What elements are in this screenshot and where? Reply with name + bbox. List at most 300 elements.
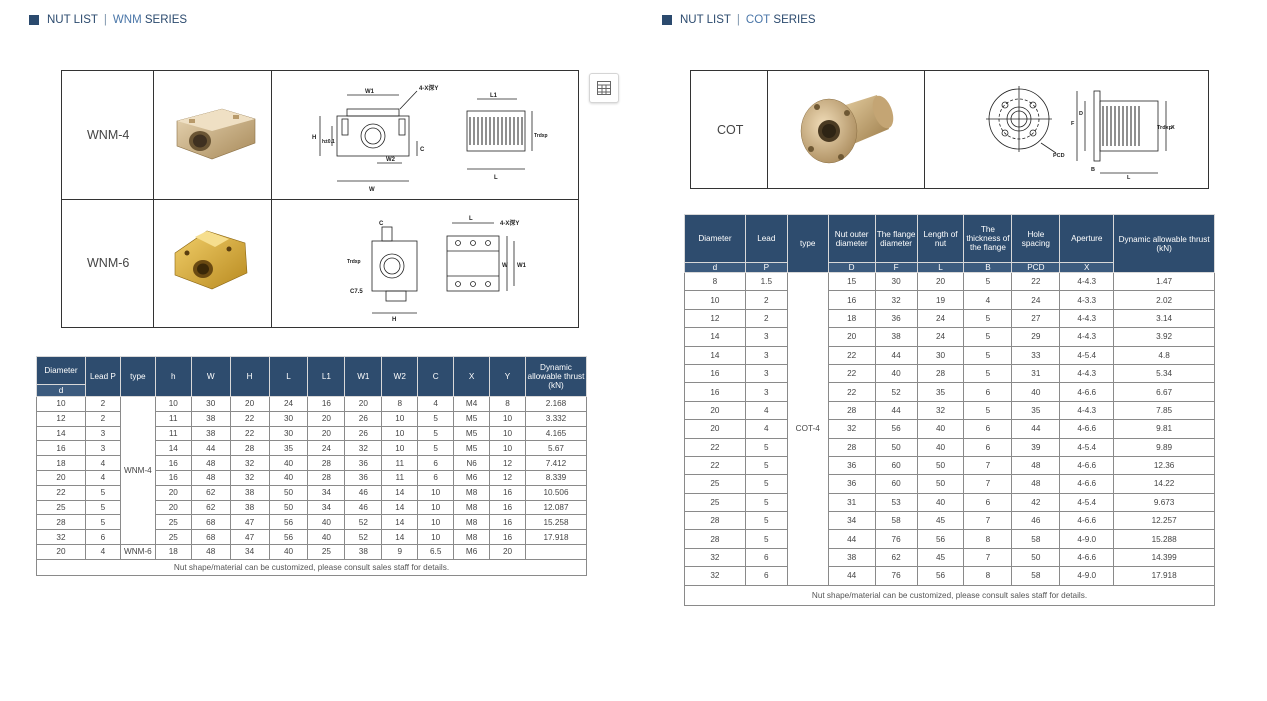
table-cell: 5 bbox=[85, 485, 120, 500]
table-cell: 10 bbox=[382, 426, 418, 441]
table-cell: 2 bbox=[85, 411, 120, 426]
table-cell: 39 bbox=[1012, 438, 1060, 456]
table-cell: 6 bbox=[745, 567, 787, 585]
table-cell: 4 bbox=[964, 291, 1012, 309]
table-cell: 31 bbox=[1012, 364, 1060, 382]
table-row bbox=[37, 530, 587, 545]
table-cell: 25 bbox=[685, 475, 746, 493]
table-cell: 11 bbox=[155, 426, 191, 441]
table-cell: 12.257 bbox=[1114, 512, 1215, 530]
table-cell: 56 bbox=[917, 530, 964, 548]
table-cell: 30 bbox=[875, 273, 917, 291]
table-cell: WNM-6 bbox=[120, 544, 155, 559]
table-cell: 46 bbox=[345, 500, 382, 515]
wnm6-model-label: WNM-6 bbox=[87, 256, 130, 270]
cot-th-p: P bbox=[745, 263, 787, 273]
wnm6-w1-label: W1 bbox=[517, 263, 526, 269]
table-cell: M4 bbox=[454, 397, 490, 412]
table-cell: 22 bbox=[1012, 273, 1060, 291]
right-series-header bbox=[662, 14, 816, 26]
wnm4-w-label: W bbox=[369, 187, 375, 193]
table-row bbox=[685, 438, 1215, 456]
table-cell: 25 bbox=[155, 530, 191, 545]
table-cell: 2 bbox=[85, 397, 120, 412]
table-cell: 32 bbox=[875, 291, 917, 309]
header-separator: | bbox=[103, 14, 107, 26]
table-cell: 3 bbox=[745, 346, 787, 364]
table-cell: 36 bbox=[345, 456, 382, 471]
table-cell: 10 bbox=[418, 515, 454, 530]
table-cell: 20 bbox=[155, 500, 191, 515]
table-cell: 62 bbox=[191, 500, 230, 515]
table-cell: 6 bbox=[964, 420, 1012, 438]
table-cell: 18 bbox=[37, 456, 86, 471]
table-cell: 25 bbox=[37, 500, 86, 515]
table-cell: 14 bbox=[685, 346, 746, 364]
table-cell: 20 bbox=[917, 273, 964, 291]
table-cell: 34 bbox=[308, 485, 345, 500]
cot-l-label: L bbox=[1127, 175, 1131, 181]
table-cell: 5 bbox=[964, 364, 1012, 382]
table-cell: 4 bbox=[85, 456, 120, 471]
table-cell: 3 bbox=[745, 328, 787, 346]
table-cell: 38 bbox=[875, 328, 917, 346]
table-cell: 11 bbox=[382, 470, 418, 485]
table-cell: 56 bbox=[917, 567, 964, 585]
header-series-word: SERIES bbox=[773, 14, 816, 26]
table-row bbox=[37, 441, 587, 456]
table-cell: 4-4.3 bbox=[1060, 328, 1114, 346]
table-cell: 9.89 bbox=[1114, 438, 1215, 456]
table-cell: 4.8 bbox=[1114, 346, 1215, 364]
table-cell: M6 bbox=[454, 470, 490, 485]
table-row bbox=[37, 485, 587, 500]
table-cell: 14 bbox=[685, 328, 746, 346]
wnm-th-d: d bbox=[37, 385, 86, 397]
table-cell: 60 bbox=[875, 475, 917, 493]
table-cell: 9 bbox=[382, 544, 418, 559]
wnm4-w1-label: W1 bbox=[365, 89, 374, 95]
table-cell: 30 bbox=[917, 346, 964, 364]
table-cell: 58 bbox=[1012, 567, 1060, 585]
wnm6-c-label: C bbox=[379, 221, 384, 227]
cot-th-D: D bbox=[828, 263, 875, 273]
table-cell: 4-4.3 bbox=[1060, 273, 1114, 291]
cot-th-X: X bbox=[1060, 263, 1114, 273]
table-cell: 36 bbox=[875, 309, 917, 327]
table-cell: 38 bbox=[191, 426, 230, 441]
table-cell: 10.506 bbox=[525, 485, 586, 500]
table-cell: 38 bbox=[828, 548, 875, 566]
table-cell: 32 bbox=[685, 548, 746, 566]
table-row bbox=[685, 328, 1215, 346]
table-cell: 4-3.3 bbox=[1060, 291, 1114, 309]
table-cell: 24 bbox=[1012, 291, 1060, 309]
table-cell: 7 bbox=[964, 475, 1012, 493]
table-extract-icon bbox=[596, 80, 612, 96]
table-cell: 16 bbox=[490, 500, 526, 515]
table-cell: 14.22 bbox=[1114, 475, 1215, 493]
table-cell: 9.673 bbox=[1114, 493, 1215, 511]
table-cell: 7.412 bbox=[525, 456, 586, 471]
wnm4-technical-drawing bbox=[292, 81, 577, 193]
header-square-icon bbox=[29, 15, 39, 25]
table-cell: 16 bbox=[490, 485, 526, 500]
table-cell: 53 bbox=[875, 493, 917, 511]
table-cell: 58 bbox=[1012, 530, 1060, 548]
table-cell: 52 bbox=[345, 530, 382, 545]
table-cell: 29 bbox=[1012, 328, 1060, 346]
table-cell: 6 bbox=[964, 383, 1012, 401]
table-cell: 22 bbox=[685, 456, 746, 474]
table-cell: 3 bbox=[745, 364, 787, 382]
header-series-name: WNM bbox=[112, 14, 142, 26]
table-cell: 40 bbox=[269, 470, 308, 485]
wnm6-h-label: H bbox=[392, 317, 397, 323]
cot-th-lead: Lead bbox=[745, 215, 787, 263]
table-cell: 6 bbox=[745, 548, 787, 566]
table-cell: 47 bbox=[230, 515, 269, 530]
table-cell: 48 bbox=[191, 456, 230, 471]
table-cell: 16 bbox=[490, 530, 526, 545]
table-cell: 62 bbox=[191, 485, 230, 500]
table-cell: 11 bbox=[155, 411, 191, 426]
table-cell: 6 bbox=[418, 470, 454, 485]
table-cell: 10 bbox=[490, 426, 526, 441]
table-cell: 5 bbox=[745, 456, 787, 474]
table-row bbox=[37, 515, 587, 530]
table-cell: 5 bbox=[745, 438, 787, 456]
table-cell: 10 bbox=[490, 411, 526, 426]
table-cell: 3 bbox=[85, 426, 120, 441]
table-cell: 20 bbox=[155, 485, 191, 500]
table-row bbox=[685, 512, 1215, 530]
table-cell: 34 bbox=[230, 544, 269, 559]
wnm4-nut-photo bbox=[167, 101, 259, 169]
table-row bbox=[685, 309, 1215, 327]
table-cell: 16 bbox=[155, 470, 191, 485]
table-cell: 8 bbox=[964, 530, 1012, 548]
table-cell: 4.165 bbox=[525, 426, 586, 441]
table-row bbox=[685, 475, 1215, 493]
table-cell: 46 bbox=[345, 485, 382, 500]
table-cell: 10 bbox=[382, 441, 418, 456]
table-cell: 44 bbox=[875, 401, 917, 419]
table-cell: 25 bbox=[155, 515, 191, 530]
table-cell: 10 bbox=[418, 530, 454, 545]
wnm-type-group-cell: WNM-4 bbox=[120, 397, 155, 545]
cot-th-flange-dia: The flange diameter bbox=[875, 215, 917, 263]
table-cell: 16 bbox=[828, 291, 875, 309]
left-series-header bbox=[29, 14, 187, 26]
table-cell: 24 bbox=[917, 328, 964, 346]
wnm6-l-label: L bbox=[469, 216, 473, 222]
table-cell: 10 bbox=[37, 397, 86, 412]
table-row bbox=[37, 544, 587, 559]
table-cell: M8 bbox=[454, 485, 490, 500]
table-extract-button[interactable] bbox=[589, 73, 619, 103]
table-cell: 2.02 bbox=[1114, 291, 1215, 309]
table-row bbox=[685, 273, 1215, 291]
table-cell: 20 bbox=[308, 411, 345, 426]
table-cell: 18 bbox=[828, 309, 875, 327]
table-cell: 3 bbox=[745, 383, 787, 401]
table-cell: 12 bbox=[37, 411, 86, 426]
table-cell: 28 bbox=[685, 512, 746, 530]
table-cell: 36 bbox=[345, 470, 382, 485]
table-cell: 45 bbox=[917, 548, 964, 566]
wnm4-l1-label: L1 bbox=[490, 93, 498, 99]
table-row bbox=[37, 456, 587, 471]
table-cell: 5 bbox=[745, 512, 787, 530]
header-prefix: NUT LIST bbox=[680, 14, 731, 26]
cot-f-label: F bbox=[1071, 121, 1075, 127]
table-cell: 4-6.6 bbox=[1060, 383, 1114, 401]
table-cell: 5 bbox=[745, 530, 787, 548]
wnm4-l-label: L bbox=[494, 175, 498, 181]
table-cell: 10 bbox=[382, 411, 418, 426]
table-row bbox=[37, 397, 587, 412]
cot-th-thrust: Dynamic allowable thrust (kN) bbox=[1114, 215, 1215, 273]
cot-th-type: type bbox=[787, 215, 828, 273]
table-cell: 56 bbox=[269, 530, 308, 545]
table-row bbox=[685, 456, 1215, 474]
wnm4-h-label: H bbox=[312, 135, 317, 141]
cot-th-diameter: Diameter bbox=[685, 215, 746, 263]
table-cell: 15 bbox=[828, 273, 875, 291]
table-cell: 76 bbox=[875, 567, 917, 585]
table-cell: 20 bbox=[685, 420, 746, 438]
table-cell: 32 bbox=[917, 401, 964, 419]
table-cell: 3.92 bbox=[1114, 328, 1215, 346]
wnm-th-x: X bbox=[454, 357, 490, 397]
table-cell: 22 bbox=[37, 485, 86, 500]
table-cell: 35 bbox=[1012, 401, 1060, 419]
table-cell: 5 bbox=[964, 328, 1012, 346]
table-cell: 45 bbox=[917, 512, 964, 530]
table-cell: 48 bbox=[1012, 475, 1060, 493]
table-cell: 20 bbox=[37, 470, 86, 485]
wnm6-w-label: W bbox=[502, 263, 508, 269]
table-cell bbox=[525, 544, 586, 559]
table-cell: 40 bbox=[1012, 383, 1060, 401]
table-row bbox=[685, 401, 1215, 419]
table-cell: 26 bbox=[345, 411, 382, 426]
table-cell: 50 bbox=[917, 456, 964, 474]
table-cell: 14 bbox=[382, 515, 418, 530]
table-cell: 4-6.6 bbox=[1060, 512, 1114, 530]
table-cell: 28 bbox=[308, 470, 345, 485]
wnm-th-l1: L1 bbox=[308, 357, 345, 397]
wnm6-technical-drawing bbox=[342, 211, 557, 323]
table-cell: 32 bbox=[685, 567, 746, 585]
table-cell: 5.34 bbox=[1114, 364, 1215, 382]
table-cell: 9.81 bbox=[1114, 420, 1215, 438]
table-cell: 32 bbox=[37, 530, 86, 545]
wnm-th-type: type bbox=[120, 357, 155, 397]
table-cell: 10 bbox=[418, 485, 454, 500]
table-cell: 26 bbox=[345, 426, 382, 441]
table-cell: 7 bbox=[964, 512, 1012, 530]
table-cell: 5 bbox=[85, 500, 120, 515]
table-cell: 14 bbox=[382, 500, 418, 515]
table-cell: 19 bbox=[917, 291, 964, 309]
table-cell: 6 bbox=[85, 530, 120, 545]
table-cell: 34 bbox=[308, 500, 345, 515]
table-cell: 28 bbox=[828, 438, 875, 456]
table-cell: 12.087 bbox=[525, 500, 586, 515]
table-cell: 25 bbox=[308, 544, 345, 559]
table-cell: 33 bbox=[1012, 346, 1060, 364]
wnm-th-lead: Lead P bbox=[85, 357, 120, 397]
table-cell: 22 bbox=[828, 364, 875, 382]
table-cell: 12 bbox=[490, 456, 526, 471]
cot-trdxp-label: Trdxp bbox=[1157, 125, 1172, 131]
table-cell: 8.339 bbox=[525, 470, 586, 485]
table-cell: 56 bbox=[269, 515, 308, 530]
table-cell: 4-4.3 bbox=[1060, 364, 1114, 382]
table-cell: 20 bbox=[37, 544, 86, 559]
table-cell: 11 bbox=[382, 456, 418, 471]
wnm-table-note: Nut shape/material can be customized, please consult sales staff for details. bbox=[37, 559, 587, 575]
header-series-name: COT bbox=[745, 14, 771, 26]
wnm-col-divider-2 bbox=[271, 71, 272, 327]
table-cell: 8 bbox=[382, 397, 418, 412]
table-cell: 60 bbox=[875, 456, 917, 474]
table-cell: 28 bbox=[917, 364, 964, 382]
table-cell: 4 bbox=[85, 544, 120, 559]
table-cell: 40 bbox=[917, 438, 964, 456]
cot-model-label: COT bbox=[717, 123, 744, 137]
table-cell: 17.918 bbox=[525, 530, 586, 545]
table-cell: 16 bbox=[37, 441, 86, 456]
table-cell: 31 bbox=[828, 493, 875, 511]
table-cell: 50 bbox=[269, 500, 308, 515]
table-cell: 76 bbox=[875, 530, 917, 548]
table-cell: 22 bbox=[828, 346, 875, 364]
cot-b-label: B bbox=[1091, 167, 1095, 173]
wnm-th-c: C bbox=[418, 357, 454, 397]
table-cell: 7 bbox=[964, 456, 1012, 474]
table-cell: 17.918 bbox=[1114, 567, 1215, 585]
table-row bbox=[37, 470, 587, 485]
table-cell: 5 bbox=[745, 475, 787, 493]
table-cell: 30 bbox=[269, 411, 308, 426]
wnm-product-box bbox=[61, 70, 579, 328]
table-cell: 5 bbox=[418, 441, 454, 456]
table-cell: 38 bbox=[230, 485, 269, 500]
table-cell: 8 bbox=[490, 397, 526, 412]
table-cell: 32 bbox=[230, 470, 269, 485]
wnm-th-w: W bbox=[191, 357, 230, 397]
table-cell: 20 bbox=[685, 401, 746, 419]
table-cell: 40 bbox=[308, 530, 345, 545]
table-row bbox=[685, 383, 1215, 401]
table-cell: 7.85 bbox=[1114, 401, 1215, 419]
table-cell: 50 bbox=[917, 475, 964, 493]
wnm4-model-label: WNM-4 bbox=[87, 128, 130, 142]
table-cell: 38 bbox=[230, 500, 269, 515]
table-cell: 10 bbox=[490, 441, 526, 456]
table-row bbox=[685, 567, 1215, 585]
table-cell: 15.288 bbox=[1114, 530, 1215, 548]
table-cell: 2.168 bbox=[525, 397, 586, 412]
table-cell: 14 bbox=[37, 426, 86, 441]
table-cell: 4-5.4 bbox=[1060, 493, 1114, 511]
cot-th-hole-spacing: Hole spacing bbox=[1012, 215, 1060, 263]
table-cell: 20 bbox=[490, 544, 526, 559]
wnm-th-y: Y bbox=[490, 357, 526, 397]
cot-th-d: d bbox=[685, 263, 746, 273]
wnm-th-thrust: Dynamic allowable thrust (kN) bbox=[525, 357, 586, 397]
table-cell: 42 bbox=[1012, 493, 1060, 511]
table-cell: M8 bbox=[454, 500, 490, 515]
table-cell: 5 bbox=[745, 493, 787, 511]
cot-th-thickness: The thickness of the flange bbox=[964, 215, 1012, 263]
table-cell: 40 bbox=[917, 420, 964, 438]
table-cell: 12 bbox=[685, 309, 746, 327]
table-cell: 48 bbox=[191, 544, 230, 559]
table-row bbox=[685, 530, 1215, 548]
table-cell: 28 bbox=[308, 456, 345, 471]
table-cell: 16 bbox=[685, 364, 746, 382]
cot-d-label: D bbox=[1079, 111, 1083, 117]
table-cell: 44 bbox=[828, 530, 875, 548]
table-cell: 20 bbox=[828, 328, 875, 346]
table-cell: 8 bbox=[964, 567, 1012, 585]
table-cell: 6 bbox=[418, 456, 454, 471]
header-separator: | bbox=[736, 14, 740, 26]
table-cell: 4 bbox=[85, 470, 120, 485]
table-cell: 4-9.0 bbox=[1060, 567, 1114, 585]
table-cell: 3.332 bbox=[525, 411, 586, 426]
wnm6-c7-label: C7.5 bbox=[350, 289, 363, 295]
table-cell: 22 bbox=[828, 383, 875, 401]
table-cell: 10 bbox=[418, 500, 454, 515]
table-cell: 5 bbox=[964, 273, 1012, 291]
table-cell: 44 bbox=[828, 567, 875, 585]
table-cell: 52 bbox=[875, 383, 917, 401]
cot-spec-table bbox=[684, 214, 1215, 606]
table-cell: 7 bbox=[964, 548, 1012, 566]
table-cell: 38 bbox=[345, 544, 382, 559]
table-cell: 47 bbox=[230, 530, 269, 545]
cot-th-nut-outer: Nut outer diameter bbox=[828, 215, 875, 263]
cot-th-B: B bbox=[964, 263, 1012, 273]
table-cell: 14 bbox=[382, 485, 418, 500]
wnm4-h2-label: h±0.1 bbox=[322, 139, 335, 145]
table-cell: 44 bbox=[875, 346, 917, 364]
table-cell: M6 bbox=[454, 544, 490, 559]
table-cell: M5 bbox=[454, 441, 490, 456]
table-cell: M8 bbox=[454, 530, 490, 545]
table-cell: 62 bbox=[875, 548, 917, 566]
wnm6-tr-label: Trdxp bbox=[347, 259, 361, 265]
table-cell: 1.47 bbox=[1114, 273, 1215, 291]
table-cell: 40 bbox=[875, 364, 917, 382]
table-cell: 2 bbox=[745, 309, 787, 327]
table-cell: 8 bbox=[685, 273, 746, 291]
table-cell: 4-4.3 bbox=[1060, 309, 1114, 327]
table-cell: 5 bbox=[418, 426, 454, 441]
wnm-spec-table bbox=[36, 356, 587, 576]
cot-technical-drawing bbox=[981, 81, 1181, 181]
table-cell: 68 bbox=[191, 530, 230, 545]
table-cell: 44 bbox=[1012, 420, 1060, 438]
table-cell: 48 bbox=[191, 470, 230, 485]
wnm-th-diameter: Diameter bbox=[37, 357, 86, 385]
table-cell: 40 bbox=[269, 456, 308, 471]
